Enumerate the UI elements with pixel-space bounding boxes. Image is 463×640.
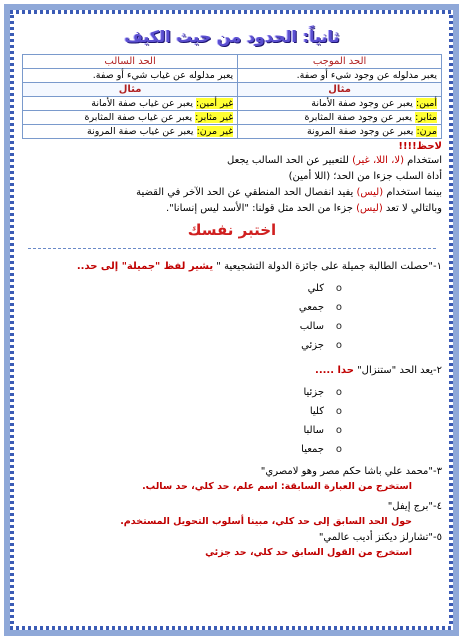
option-label: جزئيا — [303, 387, 324, 398]
option-label: كليا — [309, 406, 324, 417]
example-label-negative: مثال — [23, 83, 238, 97]
note-emphasis: (ليس) — [356, 187, 384, 198]
example-positive — [238, 125, 442, 139]
question-emphasis: يشير لفظ "جميلة" إلى حد.. — [76, 261, 214, 272]
header-negative: الحد السالب — [23, 55, 238, 69]
radio-bullet-icon[interactable]: o — [335, 283, 342, 294]
question-1-options — [22, 279, 442, 355]
example-text: يعبر عن وجود صفة المثابرة — [304, 112, 413, 123]
radio-bullet-icon[interactable]: o — [335, 321, 342, 332]
option-label: سالب — [299, 321, 324, 332]
question-2-options — [22, 383, 442, 459]
header-positive: الحد الموجب — [238, 55, 442, 69]
option-item[interactable] — [22, 279, 342, 298]
example-text: يعبر عن غياب صفة الأمانة — [91, 98, 194, 109]
highlight-term: مرن: — [416, 126, 437, 137]
option-label: كلي — [307, 283, 324, 294]
radio-bullet-icon[interactable]: o — [335, 302, 342, 313]
note-line-2: أداة السلب جزءا من الحد؛ (اللا أمين) — [288, 171, 442, 182]
note-text: استخدام — [403, 155, 442, 166]
question-emphasis: حدا ..... — [315, 365, 354, 376]
note-line-1 — [22, 153, 442, 169]
radio-bullet-icon[interactable]: o — [335, 444, 342, 455]
terms-table — [22, 54, 442, 139]
table-header-row — [23, 55, 442, 69]
question-2 — [22, 363, 442, 378]
question-4-task: حول الحد السابق إلى حد كلي، مبينا أسلوب التحويل المستخدم. — [120, 516, 412, 527]
highlight-term: مثابر: — [415, 112, 437, 123]
note-text: يفيد انفصال الحد المنطقي عن الحد الآخر في القضية — [136, 187, 357, 198]
example-text: يعبر عن وجود صفة الأمانة — [311, 98, 413, 109]
example-text: يعبر عن غياب صفة المثابرة — [84, 112, 193, 123]
note-emphasis: (لا، اللا، غير) — [352, 155, 404, 166]
option-label: سالبا — [303, 425, 324, 436]
example-label-row — [23, 83, 442, 97]
section-title: ثانياً: الحدود من حيث الكيف — [124, 27, 340, 46]
radio-bullet-icon[interactable]: o — [335, 425, 342, 436]
example-row — [23, 111, 442, 125]
highlight-term: أمين: — [415, 98, 437, 109]
question-3-task: استخرج من العبارة السابقة: اسم علم، حد كلي، حد سالب. — [142, 481, 412, 492]
question-3: ٣-"محمد علي باشا حكم مصر وهو لامصري" — [260, 466, 442, 477]
example-negative — [23, 125, 238, 139]
radio-bullet-icon[interactable]: o — [335, 387, 342, 398]
note-title: لاحظ!!!! — [398, 141, 442, 152]
radio-bullet-icon[interactable]: o — [335, 406, 342, 417]
highlight-term: غير أمين: — [196, 98, 234, 109]
option-label: جزئي — [301, 340, 324, 351]
divider — [28, 248, 436, 249]
option-item[interactable] — [22, 298, 342, 317]
example-negative — [23, 111, 238, 125]
note-line-4 — [22, 201, 442, 217]
test-yourself-heading: اختبر نفسك — [187, 221, 277, 239]
option-item[interactable] — [22, 402, 342, 421]
example-negative — [23, 97, 238, 111]
example-text: يعبر عن غياب صفة المرونة — [86, 126, 194, 137]
question-4: ٤-"برج إيفل" — [387, 501, 442, 512]
question-5: ٥-"تشارلز ديكنز أديب عالمي" — [318, 532, 442, 543]
note-text: للتعبير عن الحد السالب يجعل — [227, 155, 353, 166]
example-text: يعبر عن وجود صفة المرونة — [306, 126, 414, 137]
note-text: وبالتالي لا تعد — [382, 203, 442, 214]
option-item[interactable] — [22, 421, 342, 440]
option-item[interactable] — [22, 383, 342, 402]
highlight-term: غير مثابر: — [195, 112, 234, 123]
radio-bullet-icon[interactable]: o — [335, 340, 342, 351]
question-5-task: استخرج من القول السابق حد كلي، حد جزئي — [205, 547, 412, 558]
definition-positive: يعبر مدلوله عن وجود شيء أو صفة. — [238, 69, 442, 83]
question-text: ١-"حصلت الطالبة جميلة على جائزة الدولة التشجيعية " — [213, 261, 442, 272]
question-text: ٢-يعد الحد "ستنزال" — [353, 365, 442, 376]
option-label: جمعي — [298, 302, 324, 313]
option-label: جمعيا — [301, 444, 324, 455]
example-row — [23, 97, 442, 111]
option-item[interactable] — [22, 317, 342, 336]
definition-negative: يعبر مدلوله عن غياب شيء أو صفة. — [23, 69, 238, 83]
option-item[interactable] — [22, 336, 342, 355]
example-row — [23, 125, 442, 139]
note-emphasis: (ليس) — [356, 203, 383, 214]
note-line-3 — [22, 185, 442, 201]
definition-row — [23, 69, 442, 83]
document-content — [22, 22, 442, 618]
highlight-term: غير مرن: — [196, 126, 234, 137]
example-positive — [238, 111, 442, 125]
example-label-positive: مثال — [238, 83, 442, 97]
question-1 — [22, 259, 442, 274]
note-text: جزءا من الحد مثل قولنا: "الأسد ليس إنسانا". — [165, 203, 357, 214]
option-item[interactable] — [22, 440, 342, 459]
example-positive — [238, 97, 442, 111]
note-text: بينما استخدام — [383, 187, 442, 198]
